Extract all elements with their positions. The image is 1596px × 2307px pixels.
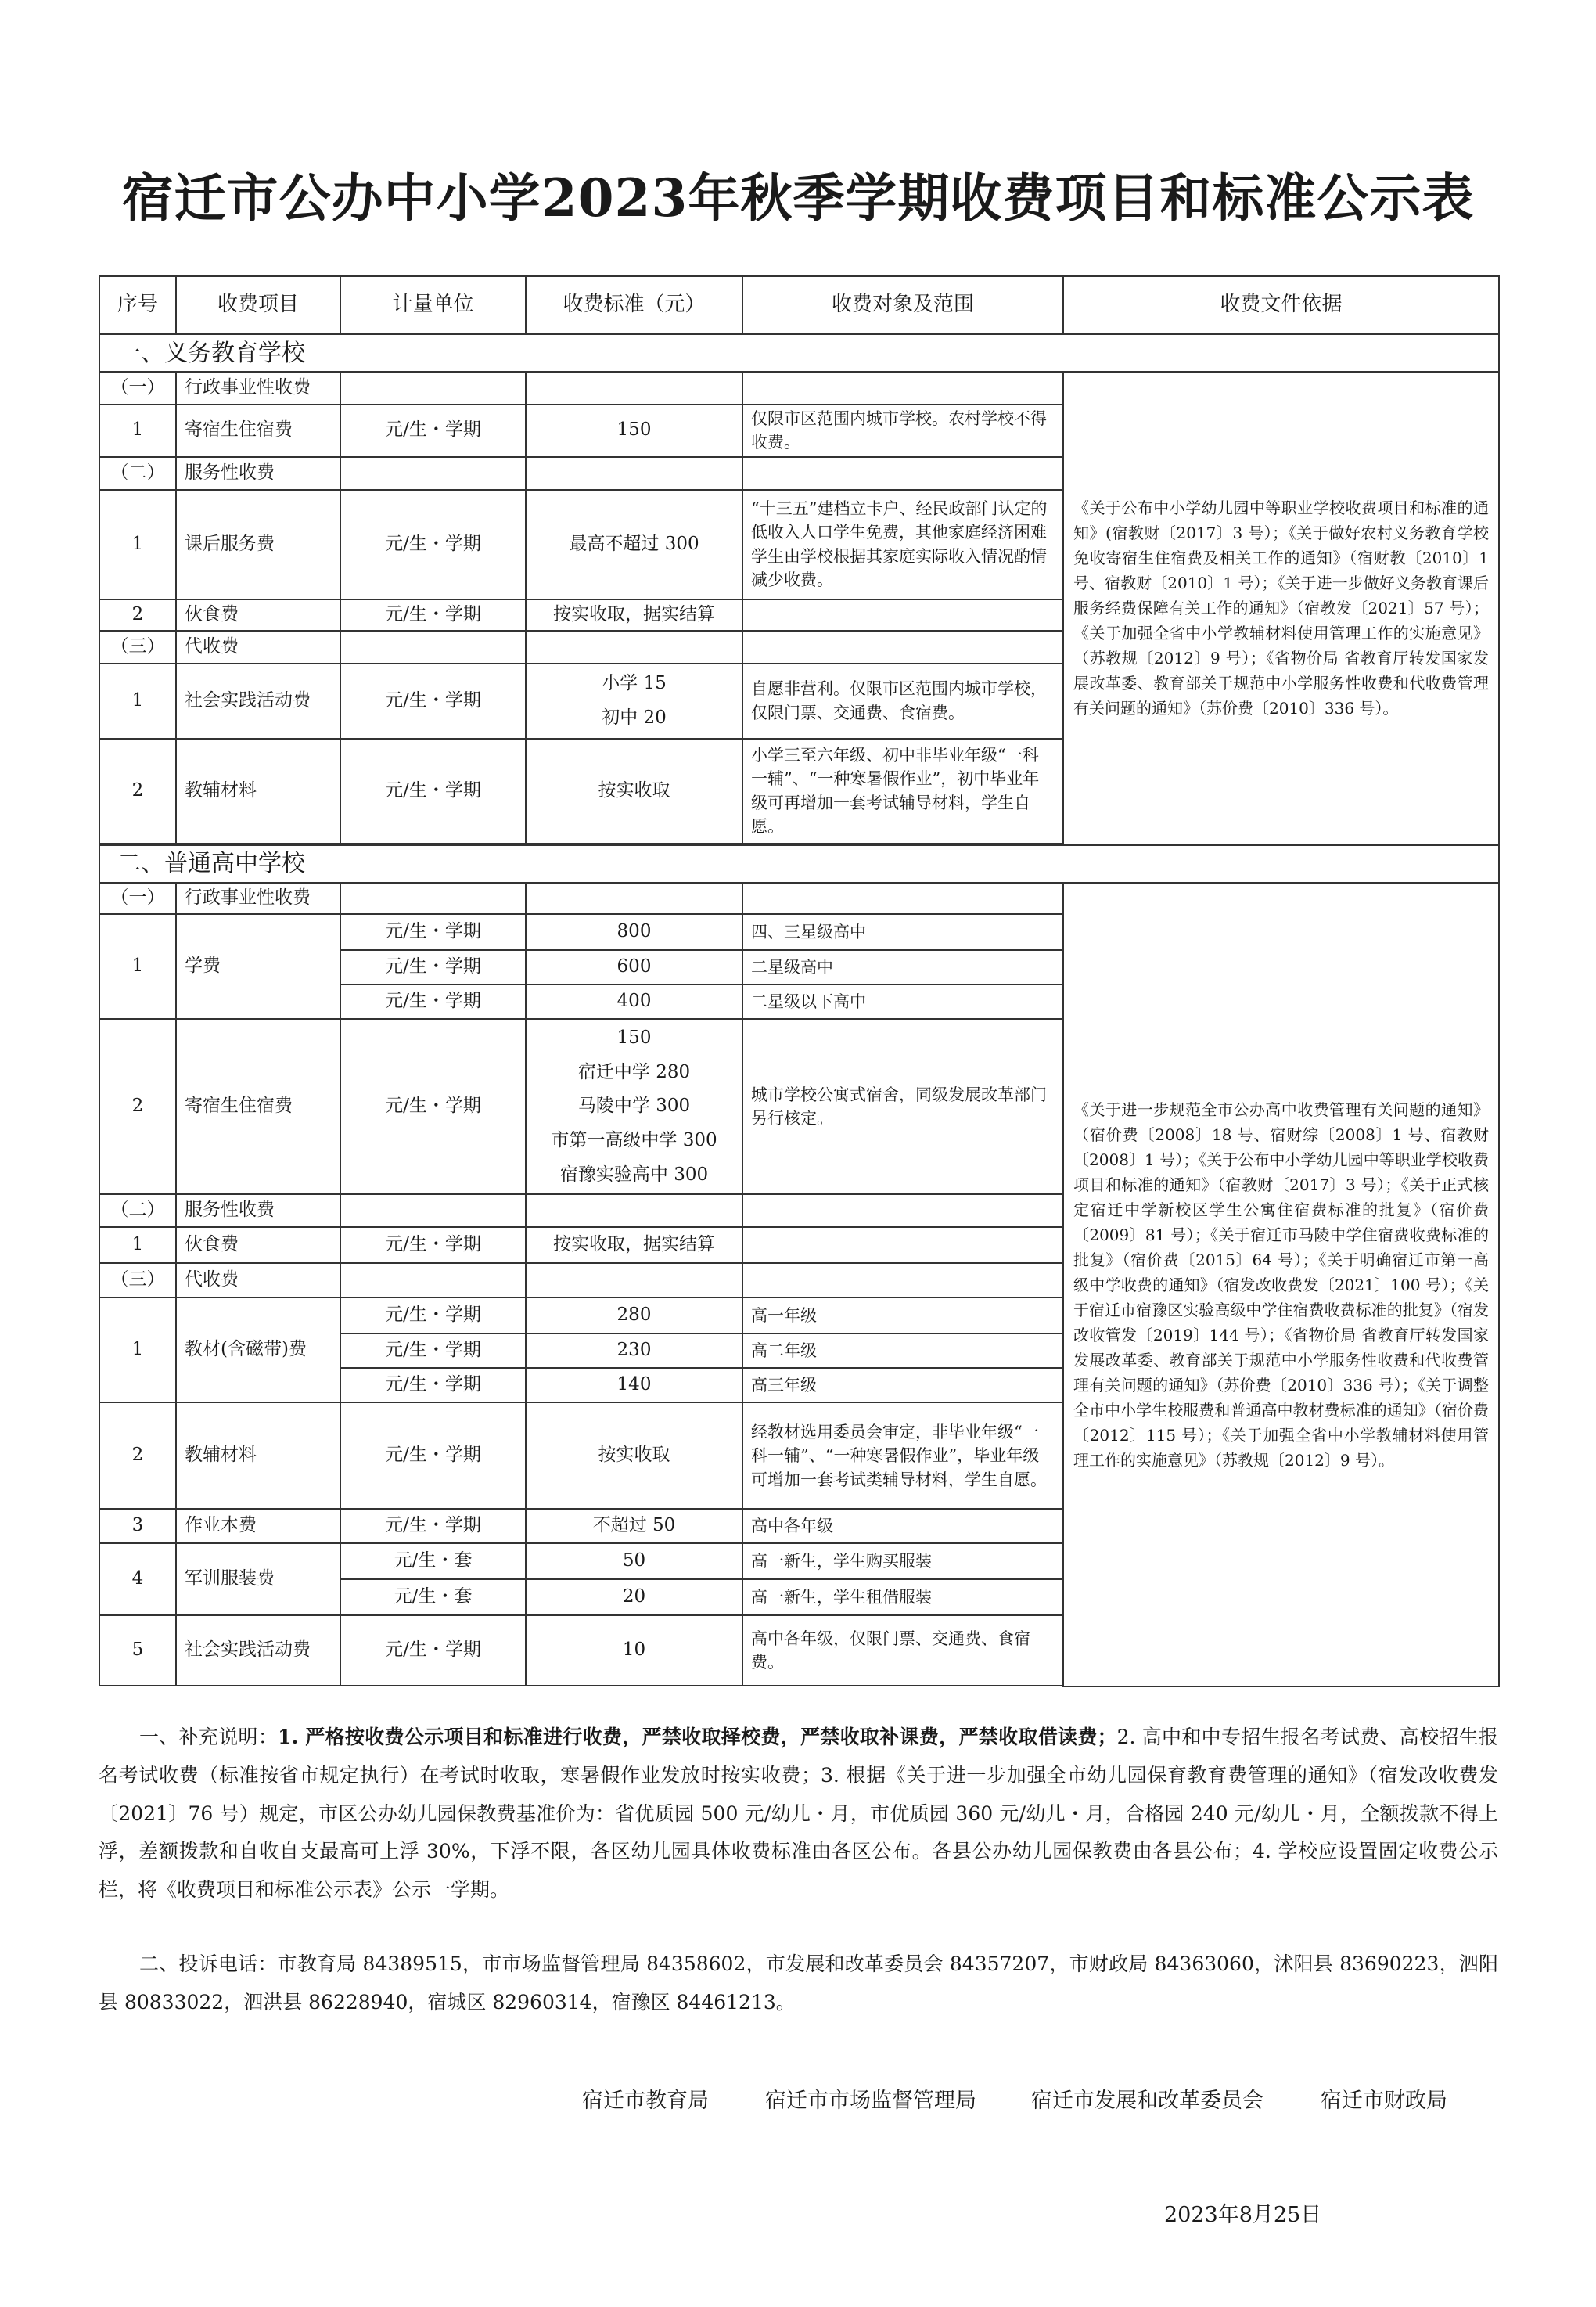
header-cell: 序号: [99, 276, 176, 334]
note-lead: 一、补充说明：: [139, 1726, 279, 1748]
row-std: 140: [526, 1368, 742, 1402]
row-scope: 城市学校公寓式宿舍，同级发展改革部门另行核定。: [742, 1019, 1063, 1194]
note-rest: 2. 高中和中专招生报名考试费、高校招生报名考试收费（标准按省市规定执行）在考试时收取，寒暑假作业发放时按实收费；3. 根据《关于进一步加强全市幼儿园保育教育费管理的通知》（宿发改收费发〔2021〕76 号）规定，市区公办幼儿园保教费基准价为：省优质园 500 元/幼儿・月，市优质园 360 元/幼儿・月，合格园 240 元/幼儿・月，全额拨款不得上浮，差额拨款和自收自支最高可上浮 30%，下浮不限，各区幼儿园具体收费标准由各区公布。各县公办幼儿园保教费由各县公布；4. 学校应设置固定收费公示栏，将《收费项目和标准公示表》公示一学期。: [99, 1726, 1498, 1901]
group-no: （二）: [99, 1194, 176, 1227]
row-item: 军训服装费: [176, 1543, 340, 1615]
row-std: 600: [526, 950, 742, 984]
group-no: （一）: [99, 372, 176, 405]
row-scope: 自愿非营利。仅限市区范围内城市学校，仅限门票、交通费、食宿费。: [742, 664, 1063, 739]
row-item: 社会实践活动费: [176, 1615, 340, 1686]
supplementary-note: [99, 1719, 1498, 1909]
row-scope: 高二年级: [742, 1333, 1063, 1368]
row-scope: “十三五”建档立卡户、经民政部门认定的低收入人口学生免费，其他家庭经济困难学生由学校根据其家庭实际收入情况酌情减少收费。: [742, 490, 1063, 599]
group-name: 代收费: [176, 1263, 340, 1297]
row-item: 学费: [176, 914, 340, 1019]
row-no: 1: [99, 664, 176, 739]
basis-cell: 《关于公布中小学幼儿园中等职业学校收费项目和标准的通知》(宿教财〔2017〕3 号）；《关于做好农村义务教育学校免收寄宿生住宿费及相关工作的通知》（宿财教〔2010〕1 号、宿教财〔2010〕1 号）；《关于进一步做好义务教育课后服务经费保障有关工作的通知》（宿教发〔2021〕57 号）；《关于加强全省中小学教辅材料使用管理工作的实施意见》（苏教规〔2012〕9 号）；《省物价局 省教育厅转发国家发展改革委、教育部关于规范中小学服务性收费和代收费管理有关问题的通知》（苏价费〔2010〕336 号）。: [1063, 372, 1499, 845]
row-std: 10: [526, 1615, 742, 1686]
table-header-row: [99, 276, 1499, 334]
row-no: 2: [99, 599, 176, 631]
row-scope: 高中各年级: [742, 1509, 1063, 1543]
signer: 宿迁市市场监督管理局: [765, 2089, 976, 2113]
row-scope: 四、三星级高中: [742, 914, 1063, 950]
group-no: （二）: [99, 457, 176, 490]
std-line: 马陵中学 300: [577, 1096, 691, 1117]
row-unit: 元/生・学期: [340, 1509, 526, 1543]
row-unit: 元/生・学期: [340, 405, 526, 457]
row-unit: 元/生・学期: [340, 739, 526, 844]
group-name: 代收费: [176, 631, 340, 664]
group-no: （三）: [99, 1263, 176, 1297]
std-line: 小学 15: [602, 673, 667, 694]
row-item: 寄宿生住宿费: [176, 405, 340, 457]
std-line: 市第一高级中学 300: [551, 1129, 717, 1150]
row-std: 400: [526, 984, 742, 1019]
row-scope: 高中各年级，仅限门票、交通费、食宿费。: [742, 1615, 1063, 1686]
std-line: 宿迁中学 280: [577, 1061, 691, 1082]
row-unit: 元/生・学期: [340, 1368, 526, 1402]
std-line: 初中 20: [602, 707, 667, 728]
row-scope: 小学三至六年级、初中非毕业年级“一科一辅”、“一种寒暑假作业”，初中毕业年级可再增加一套考试辅导材料，学生自愿。: [742, 739, 1063, 844]
row-std: 最高不超过 300: [526, 490, 742, 599]
section-row: [99, 334, 1499, 372]
row-item: 教辅材料: [176, 739, 340, 844]
row-unit: 元/生・学期: [340, 1227, 526, 1263]
header-cell: 计量单位: [340, 276, 526, 334]
row-no: 4: [99, 1543, 176, 1615]
row-scope: 高一新生，学生购买服装: [742, 1543, 1063, 1579]
row-unit: 元/生・学期: [340, 1333, 526, 1368]
group-no: （一）: [99, 883, 176, 914]
group-name: 服务性收费: [176, 457, 340, 490]
row-std: 280: [526, 1297, 742, 1333]
row-std: 按实收取，据实结算: [526, 599, 742, 631]
row-unit: 元/生・学期: [340, 950, 526, 984]
row-scope: 高一新生，学生租借服装: [742, 1579, 1063, 1615]
row-item: 教材(含磁带)费: [176, 1297, 340, 1402]
section-title: 二、普通高中学校: [99, 845, 1499, 883]
row-std: 按实收取: [526, 1402, 742, 1509]
group-name: 行政事业性收费: [176, 372, 340, 405]
row-item: 作业本费: [176, 1509, 340, 1543]
row-unit: 元/生・学期: [340, 984, 526, 1019]
row-item: 课后服务费: [176, 490, 340, 599]
signer: 宿迁市发展和改革委员会: [1031, 2089, 1264, 2113]
row-item: 寄宿生住宿费: [176, 1019, 340, 1194]
signer: 宿迁市教育局: [582, 2089, 709, 2113]
row-unit: 元/生・学期: [340, 1297, 526, 1333]
complaint-hotline: 二、投诉电话：市教育局 84389515，市市场监督管理局 84358602，市发展和改革委员会 84357207，市财政局 84363060，沭阳县 83690223，泗阳县 80833022，泗洪县 86228940，宿城区 82960314，宿豫区 84461213。: [99, 1952, 1498, 2014]
row-std: 不超过 50: [526, 1509, 742, 1543]
row-no: 1: [99, 1297, 176, 1402]
row-unit: 元/生・学期: [340, 914, 526, 950]
row-unit: 元/生・学期: [340, 1019, 526, 1194]
row-item: 教辅材料: [176, 1402, 340, 1509]
row-unit: 元/生・学期: [340, 599, 526, 631]
row-scope: 经教材选用委员会审定，非毕业年级“一科一辅”、“一种寒暑假作业”，毕业年级可增加一套考试类辅导材料，学生自愿。: [742, 1402, 1063, 1509]
row-item: 伙食费: [176, 1227, 340, 1263]
row-std: [526, 1019, 742, 1194]
row-std: 按实收取: [526, 739, 742, 844]
row-std: 50: [526, 1543, 742, 1579]
std-line: 150: [616, 1027, 652, 1048]
row-no: 1: [99, 914, 176, 1019]
row-scope: 二星级以下高中: [742, 984, 1063, 1019]
page-title: 宿迁市公办中小学2023年秋季学期收费项目和标准公示表: [121, 167, 1475, 229]
signer: 宿迁市财政局: [1321, 2089, 1447, 2113]
group-no: （三）: [99, 631, 176, 664]
row-std: 20: [526, 1579, 742, 1615]
row-std: 230: [526, 1333, 742, 1368]
header-cell: 收费文件依据: [1063, 276, 1499, 334]
row-no: 2: [99, 1019, 176, 1194]
issue-date: 2023年8月25日: [1164, 2203, 1322, 2227]
row-scope: 二星级高中: [742, 950, 1063, 984]
row-scope: 高一年级: [742, 1297, 1063, 1333]
row-unit: 元/生・套: [340, 1579, 526, 1615]
row-unit: 元/生・学期: [340, 1615, 526, 1686]
row-item: 社会实践活动费: [176, 664, 340, 739]
row-no: 3: [99, 1509, 176, 1543]
group-name: 服务性收费: [176, 1194, 340, 1227]
row-scope: 高三年级: [742, 1368, 1063, 1402]
header-cell: 收费项目: [176, 276, 340, 334]
row-no: 1: [99, 490, 176, 599]
group-name: 行政事业性收费: [176, 883, 340, 914]
row-scope: 仅限市区范围内城市学校。农村学校不得收费。: [742, 405, 1063, 457]
header-cell: 收费对象及范围: [742, 276, 1063, 334]
fee-table: [99, 275, 1500, 1687]
row-unit: 元/生・学期: [340, 490, 526, 599]
group-row: [99, 372, 1499, 405]
section-title: 一、义务教育学校: [99, 334, 1499, 372]
group-row: [99, 883, 1499, 914]
std-line: 宿豫实验高中 300: [559, 1164, 709, 1185]
row-unit: 元/生・套: [340, 1543, 526, 1579]
basis-cell: 《关于进一步规范全市公办高中收费管理有关问题的通知》（宿价费〔2008〕18 号、宿财综〔2008〕1 号、宿教财〔2008〕1 号）；《关于公布中小学幼儿园中等职业学校收费项目和标准的通知》（宿教财〔2017〕3 号）；《关于正式核定宿迁中学新校区学生公寓住宿费标准的批复》（宿价费〔2009〕81 号）；《关于宿迁市马陵中学住宿费收费标准的批复》（宿价费〔2015〕64 号）；《关于明确宿迁市第一高级中学收费的通知》（宿发改收费发〔2021〕100 号）；《关于宿迁市宿豫区实验高级中学住宿费收费标准的批复》（宿发改收管发〔2019〕144 号）；《省物价局 省教育厅转发国家发展改革委、教育部关于规范中小学服务性收费和代收费管理有关问题的通知》（苏价费〔2010〕336 号）；《关于调整全市中小学生校服费和普通高中教材费标准的通知》（宿价费〔2012〕115 号）；《关于加强全省中小学教辅材料使用管理工作的实施意见》（苏教规〔2012〕9 号）。: [1063, 883, 1499, 1686]
row-no: 1: [99, 405, 176, 457]
row-std: [526, 664, 742, 739]
row-no: 2: [99, 1402, 176, 1509]
row-no: 5: [99, 1615, 176, 1686]
row-no: 2: [99, 739, 176, 844]
row-unit: 元/生・学期: [340, 1402, 526, 1509]
row-no: 1: [99, 1227, 176, 1263]
row-scope: [742, 599, 1063, 631]
header-cell: 收费标准（元）: [526, 276, 742, 334]
row-unit: 元/生・学期: [340, 664, 526, 739]
section-row: [99, 845, 1499, 883]
row-std: 按实收取，据实结算: [526, 1227, 742, 1263]
note-bold: 1. 严格按收费公示项目和标准进行收费，严禁收取择校费，严禁收取补课费，严禁收取借读费；: [278, 1726, 1117, 1748]
row-std: 150: [526, 405, 742, 457]
row-scope: [742, 1227, 1063, 1263]
row-std: 800: [526, 914, 742, 950]
row-item: 伙食费: [176, 599, 340, 631]
